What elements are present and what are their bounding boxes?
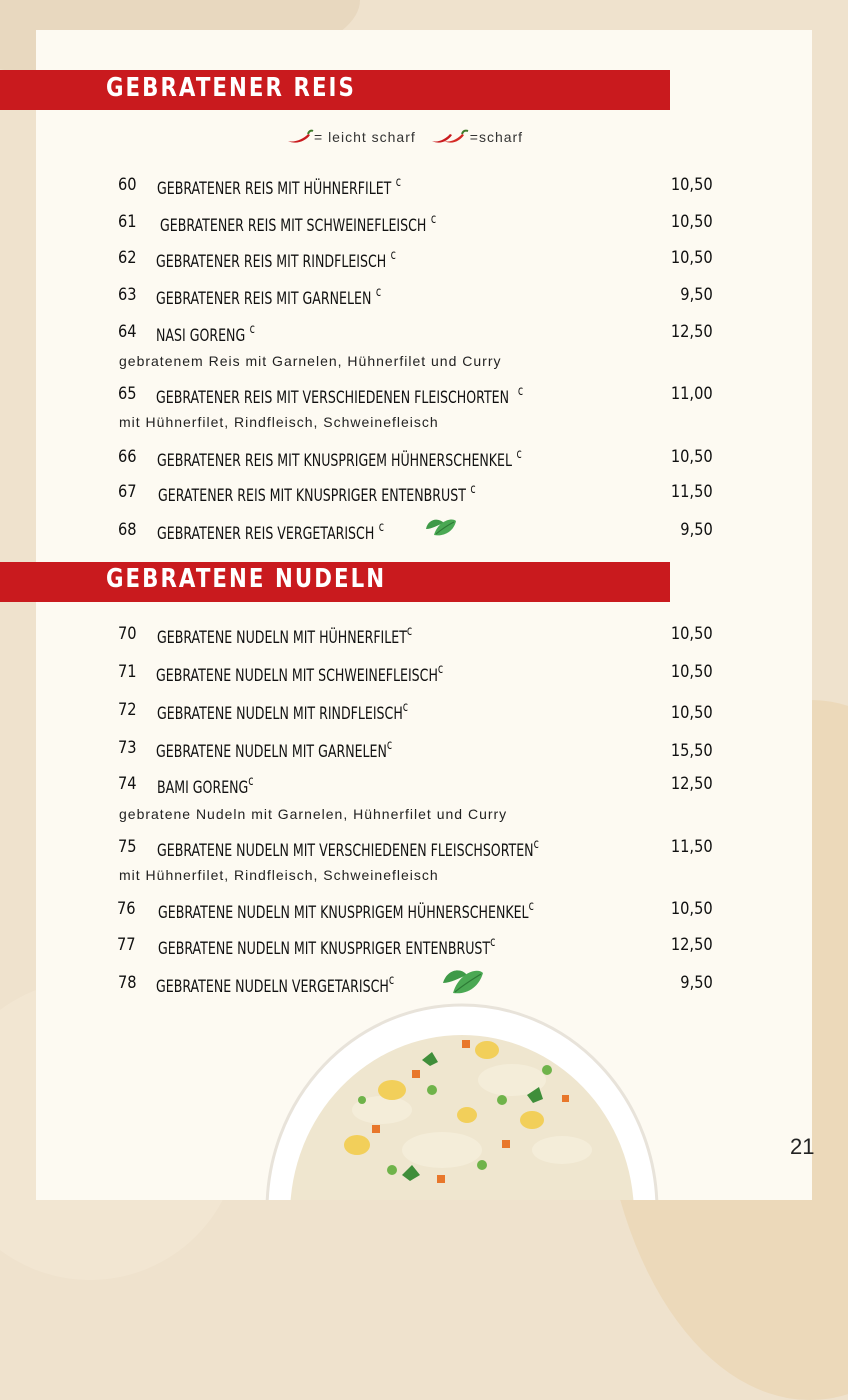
fried-rice-bowl-image bbox=[262, 1000, 662, 1200]
menu-item bbox=[0, 447, 848, 475]
vegetarian-leaf-icon bbox=[424, 515, 458, 539]
item-name: GEBRATENE NUDELN MIT KNUSPRIGER ENTENBRUST$^c$ bbox=[158, 935, 496, 959]
menu-item bbox=[0, 837, 848, 865]
item-name: GEBRATENE NUDELN MIT GARNELEN$^c$ bbox=[156, 738, 393, 762]
additive-mark: c bbox=[249, 322, 255, 337]
item-name: BAMI GORENG$^c$ bbox=[157, 774, 254, 798]
menu-item bbox=[0, 384, 848, 412]
item-price: 9,50 bbox=[680, 520, 713, 540]
item-description: gebratenem Reis mit Garnelen, Hühnerfilet und Curry bbox=[119, 353, 502, 369]
item-price: 10,50 bbox=[671, 703, 713, 723]
item-name: GEBRATENE NUDELN MIT SCHWEINEFLEISCH$^c$ bbox=[156, 662, 444, 686]
item-price: 10,50 bbox=[671, 899, 713, 919]
item-description: gebratene Nudeln mit Garnelen, Hühnerfilet und Curry bbox=[119, 806, 508, 822]
item-price: 11,50 bbox=[671, 482, 713, 502]
item-name: GERATENER REIS MIT KNUSPRIGER ENTENBRUST $^c$ bbox=[158, 482, 476, 506]
item-name: GEBRATENE NUDELN MIT HÜHNERFILET$^c$ bbox=[157, 624, 413, 648]
item-price: 12,50 bbox=[671, 935, 713, 955]
item-price: 9,50 bbox=[680, 285, 713, 305]
additive-mark: c bbox=[516, 447, 522, 462]
additive-mark: c bbox=[390, 248, 396, 263]
item-price: 10,50 bbox=[671, 212, 713, 232]
item-price: 10,50 bbox=[671, 248, 713, 268]
item-number: 68 bbox=[118, 520, 137, 540]
page-number: 21 bbox=[790, 1134, 815, 1159]
menu-item bbox=[0, 738, 848, 766]
item-number: 66 bbox=[118, 447, 137, 467]
item-number: 74 bbox=[118, 774, 137, 794]
item-number: 75 bbox=[118, 837, 137, 857]
item-name: GEBRATENER REIS MIT SCHWEINEFLEISCH $^c$ bbox=[160, 212, 437, 236]
item-number: 63 bbox=[118, 285, 137, 305]
legend-mild-label: = leicht scharf bbox=[314, 129, 416, 145]
menu-item bbox=[0, 624, 848, 652]
additive-mark: c bbox=[248, 774, 254, 789]
menu-item bbox=[0, 175, 848, 203]
section-banner-reis bbox=[0, 70, 670, 110]
item-number: 70 bbox=[118, 624, 137, 644]
menu-item bbox=[0, 322, 848, 350]
menu-item bbox=[0, 700, 848, 728]
item-price: 10,50 bbox=[671, 662, 713, 682]
item-name: GEBRATENER REIS MIT GARNELEN $^c$ bbox=[156, 285, 382, 309]
menu-item bbox=[0, 935, 848, 963]
additive-mark: c bbox=[470, 482, 476, 497]
vegetarian-leaf-icon bbox=[441, 965, 485, 997]
item-price: 11,00 bbox=[671, 384, 713, 404]
item-name: GEBRATENER REIS MIT HÜHNERFILET $^c$ bbox=[157, 175, 402, 199]
menu-item bbox=[0, 482, 848, 510]
item-price: 12,50 bbox=[671, 322, 713, 342]
additive-mark: c bbox=[490, 935, 496, 950]
item-name: GEBRATENE NUDELN MIT KNUSPRIGEM HÜHNERSCHENKEL$^c$ bbox=[158, 899, 534, 923]
item-price: 10,50 bbox=[671, 624, 713, 644]
item-number: 77 bbox=[117, 935, 136, 955]
section-banner-nudeln bbox=[0, 562, 670, 602]
item-name: GEBRATENER REIS MIT VERSCHIEDENEN FLEISCHORTEN $^c$ bbox=[156, 384, 524, 408]
additive-mark: c bbox=[378, 520, 385, 535]
additive-mark: c bbox=[395, 175, 402, 190]
item-price: 10,50 bbox=[671, 447, 713, 467]
item-name: NASI GORENG $^c$ bbox=[156, 322, 255, 346]
menu-item bbox=[0, 899, 848, 927]
additive-mark: c bbox=[402, 700, 409, 715]
section-title-nudeln: GEBRATENE NUDELN bbox=[106, 564, 387, 594]
spiciness-legend bbox=[286, 129, 523, 145]
item-name: GEBRATENE NUDELN MIT RINDFLEISCH$^c$ bbox=[157, 700, 409, 724]
additive-mark: c bbox=[375, 285, 382, 300]
item-description: mit Hühnerfilet, Rindfleisch, Schweinefleisch bbox=[119, 414, 439, 430]
item-number: 65 bbox=[118, 384, 137, 404]
item-price: 10,50 bbox=[671, 175, 713, 195]
menu-item bbox=[0, 285, 848, 313]
menu-item bbox=[0, 774, 848, 802]
item-price: 9,50 bbox=[680, 973, 713, 993]
menu-item bbox=[0, 662, 848, 690]
item-number: 60 bbox=[118, 175, 137, 195]
item-name: GEBRATENER REIS MIT KNUSPRIGEM HÜHNERSCHENKEL $^c$ bbox=[157, 447, 522, 471]
additive-mark: c bbox=[517, 384, 524, 399]
item-number: 71 bbox=[118, 662, 137, 682]
menu-item bbox=[0, 212, 848, 240]
item-number: 61 bbox=[118, 212, 137, 232]
item-price: 15,50 bbox=[671, 741, 713, 761]
menu-item bbox=[0, 248, 848, 276]
additive-mark: c bbox=[528, 899, 534, 914]
item-name: GEBRATENE NUDELN VERGETARISCH$^c$ bbox=[156, 973, 395, 997]
item-price: 12,50 bbox=[671, 774, 713, 794]
item-number: 67 bbox=[118, 482, 137, 502]
additive-mark: c bbox=[388, 973, 395, 988]
additive-mark: c bbox=[430, 212, 437, 227]
item-number: 78 bbox=[118, 973, 137, 993]
item-number: 72 bbox=[118, 700, 137, 720]
item-name: GEBRATENE NUDELN MIT VERSCHIEDENEN FLEISCHSORTEN$^c$ bbox=[157, 837, 539, 861]
additive-mark: c bbox=[406, 624, 413, 639]
menu-item bbox=[0, 973, 848, 1001]
additive-mark: c bbox=[437, 662, 444, 677]
double-chili-icon bbox=[430, 129, 470, 145]
chili-icon bbox=[286, 129, 314, 145]
item-name: GEBRATENER REIS VERGETARISCH $^c$ bbox=[157, 520, 385, 544]
section-title-reis: GEBRATENER REIS bbox=[106, 73, 356, 103]
item-price: 11,50 bbox=[671, 837, 713, 857]
item-number: 76 bbox=[117, 899, 136, 919]
additive-mark: c bbox=[386, 738, 393, 753]
item-number: 62 bbox=[118, 248, 137, 268]
legend-hot-label: =scharf bbox=[469, 129, 524, 145]
item-number: 73 bbox=[118, 738, 137, 758]
item-description: mit Hühnerfilet, Rindfleisch, Schweinefleisch bbox=[119, 867, 439, 883]
item-name: GEBRATENER REIS MIT RINDFLEISCH $^c$ bbox=[156, 248, 396, 272]
item-number: 64 bbox=[118, 322, 137, 342]
additive-mark: c bbox=[533, 837, 539, 852]
